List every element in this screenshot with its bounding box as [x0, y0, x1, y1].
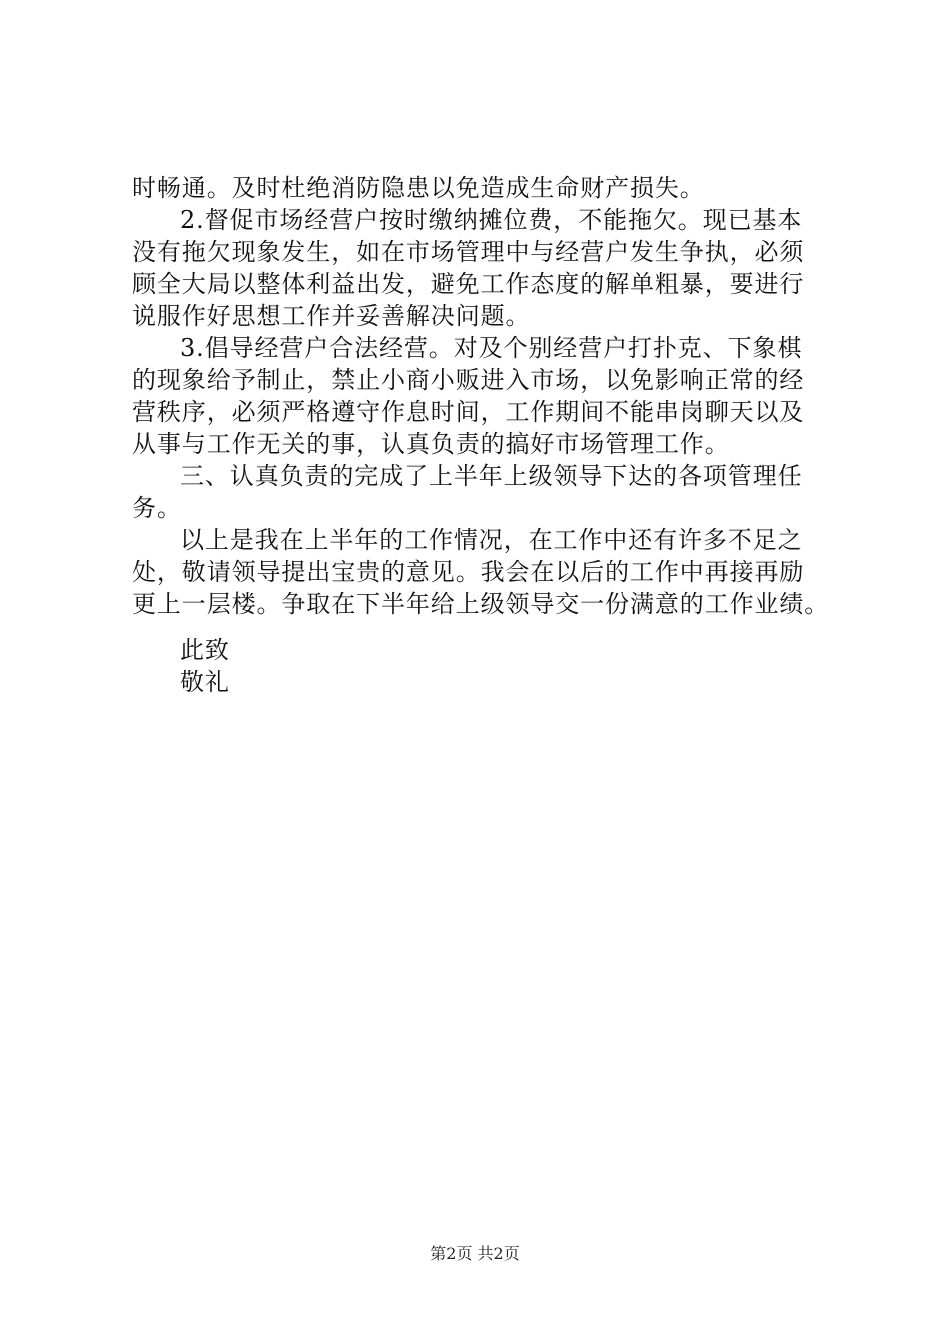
paragraph-line: 3.倡导经营户合法经营。对及个别经营户打扑克、下象棋	[180, 334, 803, 362]
paragraph-line: 2.督促市场经营户按时缴纳摊位费，不能拖欠。现已基本	[180, 206, 803, 234]
paragraph-line: 没有拖欠现象发生，如在市场管理中与经营户发生争执，必须	[132, 238, 805, 266]
paragraph-line: 说服作好思想工作并妥善解决问题。	[132, 302, 531, 330]
page-footer	[0, 1244, 950, 1264]
paragraph-line: 三、认真负责的完成了上半年上级领导下达的各项管理任	[180, 462, 803, 490]
page-number: 第2页	[430, 1244, 473, 1263]
paragraph-line: 更上一层楼。争取在下半年给上级领导交一份满意的工作业绩。	[132, 590, 830, 618]
paragraph-line: 以上是我在上半年的工作情况，在工作中还有许多不足之	[180, 526, 803, 554]
paragraph-line: 从事与工作无关的事，认真负责的搞好市场管理工作。	[132, 430, 730, 458]
paragraph-line: 营秩序，必须严格遵守作息时间，工作期间不能串岗聊天以及	[132, 398, 805, 426]
paragraph-line: 的现象给予制止，禁止小商小贩进入市场，以免影响正常的经	[132, 366, 805, 394]
page-total: 共2页	[477, 1244, 520, 1263]
paragraph-line: 顾全大局以整体利益出发，避免工作态度的解单粗暴，要进行	[132, 270, 805, 298]
paragraph-line: 处，敬请领导提出宝贵的意见。我会在以后的工作中再接再励	[132, 558, 805, 586]
closing-regards: 敬礼	[180, 668, 230, 696]
closing-salutation: 此致	[180, 636, 230, 664]
paragraph-line: 务。	[132, 494, 182, 522]
paragraph-line: 时畅通。及时杜绝消防隐患以免造成生命财产损失。	[132, 174, 705, 202]
